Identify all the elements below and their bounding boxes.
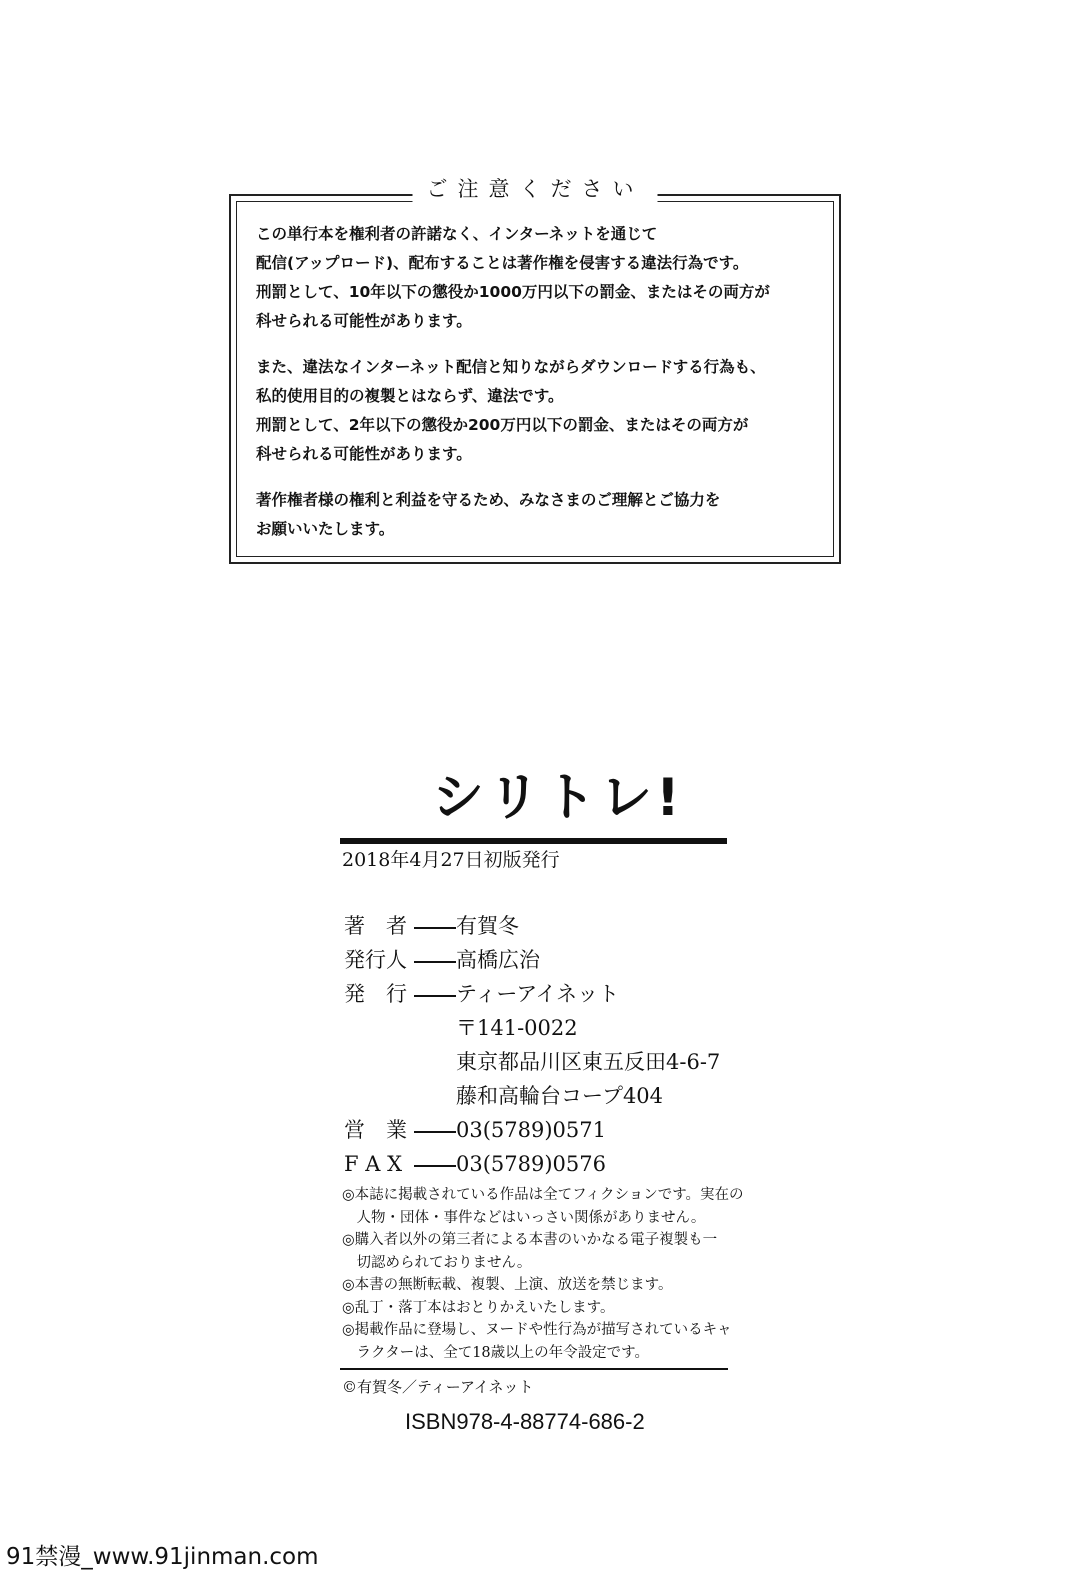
note-line: ◎購入者以外の第三者による本書のいかなる電子複製も一 bbox=[342, 1232, 718, 1248]
contact-value: 03(5789)0576 bbox=[456, 1152, 606, 1176]
contact-fax bbox=[344, 1147, 764, 1181]
notice-line: 刑罰として、10年以下の懲役か1000万円以下の罰金、またはその両方が bbox=[256, 283, 770, 301]
credit-publisher bbox=[344, 977, 764, 1011]
notice-line: 私的使用目的の複製とはならず、違法です。 bbox=[256, 387, 564, 405]
note-line: 人物・団体・事件などはいっさい関係がありません。 bbox=[342, 1209, 706, 1226]
notice-line: この単行本を権利者の許諾なく、インターネットを通じて bbox=[256, 225, 658, 243]
credit-dash bbox=[414, 1131, 456, 1133]
notice-line: 著作権者様の権利と利益を守るため、みなさまのご理解とご協力を bbox=[256, 491, 721, 509]
notice-line: 配信(アップロード)、配布することは著作権を侵害する違法行為です。 bbox=[256, 254, 749, 272]
address-street: 東京都品川区東五反田4-6-7 bbox=[456, 1050, 721, 1074]
notes-rule bbox=[340, 1368, 728, 1370]
credit-dash bbox=[414, 961, 456, 963]
credit-value: 有賀冬 bbox=[456, 914, 519, 938]
notice-line: 刑罰として、2年以下の懲役か200万円以下の罰金、またはその両方が bbox=[256, 416, 749, 434]
note-line: ラクターは、全て18歳以上の年令設定です。 bbox=[342, 1344, 649, 1361]
credit-value: ティーアイネット bbox=[456, 982, 620, 1006]
book-title: シリトレ! bbox=[432, 768, 684, 828]
site-watermark: 91禁漫_www.91jinman.com bbox=[6, 1544, 319, 1570]
note-line: 切認められておりません。 bbox=[342, 1254, 532, 1271]
contact-sales bbox=[344, 1113, 764, 1147]
note-line: ◎掲載作品に登場し、ヌードや性行為が描写されているキャ bbox=[342, 1322, 732, 1338]
credit-author bbox=[344, 909, 764, 943]
publication-date: 2018年4月27日初版発行 bbox=[342, 849, 560, 871]
note-line: ◎本書の無断転載、複製、上演、放送を禁じます。 bbox=[342, 1277, 673, 1293]
copyright-line: ©有賀冬／ティーアイネット bbox=[342, 1378, 534, 1396]
notice-line: 科せられる可能性があります。 bbox=[256, 445, 472, 463]
contact-label: F A X bbox=[344, 1152, 403, 1176]
credit-value: 高橋広治 bbox=[456, 948, 540, 972]
contact-label: 営 業 bbox=[344, 1118, 407, 1142]
credit-label: 発行人 bbox=[344, 948, 407, 972]
note-line: ◎本誌に掲載されている作品は全てフィクションです。実在の bbox=[342, 1187, 744, 1203]
isbn: ISBN978-4-88774-686-2 bbox=[405, 1409, 645, 1434]
contact-value: 03(5789)0571 bbox=[456, 1118, 606, 1142]
legal-notes bbox=[342, 1184, 742, 1364]
notice-line: 科せられる可能性があります。 bbox=[256, 312, 472, 330]
notice-paragraph-request bbox=[256, 486, 826, 544]
notice-paragraph-upload bbox=[256, 220, 826, 336]
address-postal-code: 〒141-0022 bbox=[456, 1016, 578, 1040]
credits-block bbox=[344, 909, 764, 1181]
title-rule bbox=[340, 838, 727, 844]
notice-paragraph-download bbox=[256, 353, 826, 469]
note-line: ◎乱丁・落丁本はおとりかえいたします。 bbox=[342, 1299, 615, 1316]
credit-dash bbox=[414, 1165, 456, 1167]
notice-body bbox=[256, 220, 826, 561]
credit-label: 発 行 bbox=[344, 982, 407, 1006]
credit-dash bbox=[414, 995, 456, 997]
credit-dash bbox=[414, 927, 456, 929]
address-building: 藤和高輪台コープ404 bbox=[456, 1084, 664, 1108]
notice-line: お願いいたします。 bbox=[256, 520, 395, 538]
notice-title: ご注意ください bbox=[413, 174, 658, 204]
notice-box bbox=[229, 177, 841, 564]
notice-line: また、違法なインターネット配信と知りながらダウンロードする行為も、 bbox=[256, 358, 766, 376]
credit-publisher-person bbox=[344, 943, 764, 977]
credit-label: 著 者 bbox=[344, 914, 407, 938]
